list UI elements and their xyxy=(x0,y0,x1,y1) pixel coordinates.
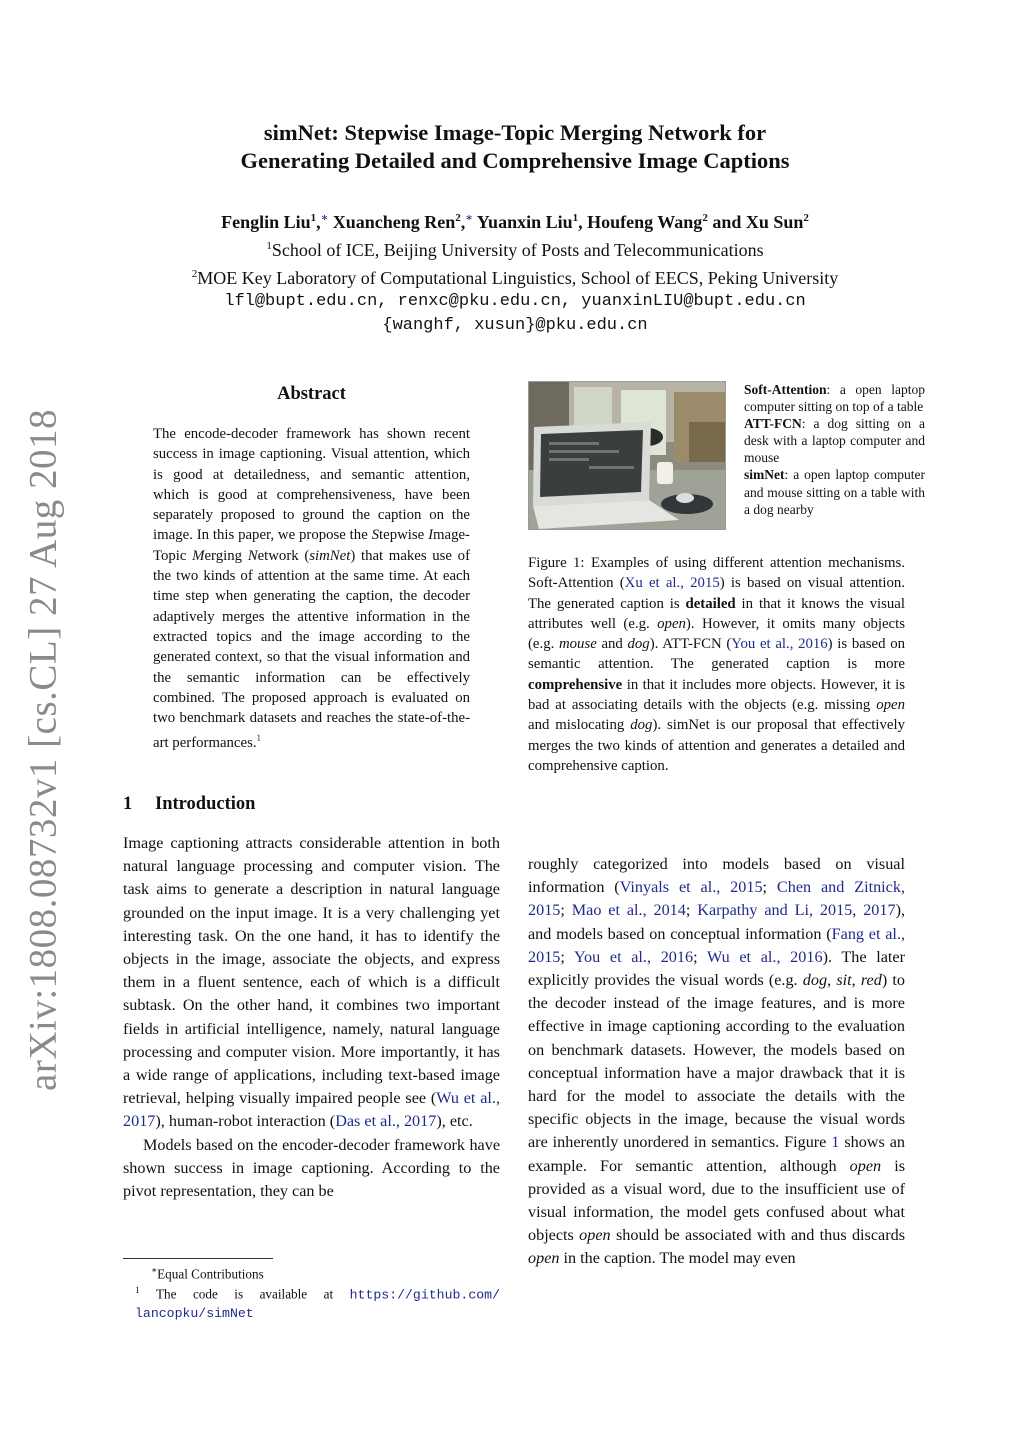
author-separator: , xyxy=(316,212,321,232)
generated-caption: : a open laptop computer and mouse sitting on a table with a dog nearby xyxy=(744,467,925,517)
author-5-affiliation: 2 xyxy=(803,212,809,224)
paragraph-text: in the caption. The model may even xyxy=(559,1249,796,1268)
citation-link[interactable]: Vinyals et al., 2015 xyxy=(619,878,763,897)
figure-1-photo xyxy=(528,381,726,530)
title-line-2: Generating Detailed and Comprehensive Image Captions xyxy=(240,148,790,173)
author-2: Xuancheng Ren xyxy=(328,212,456,232)
emphasis: open xyxy=(657,615,686,632)
arxiv-identifier-stamp xyxy=(16,409,70,1091)
author-separator: , xyxy=(460,212,466,232)
author-1-affiliation: 1 xyxy=(310,212,317,224)
emphasis: open xyxy=(528,1249,560,1268)
caption-text: Figure 1: Examples of using different attention mechanisms. Soft-Attention ( xyxy=(528,555,905,592)
figure-reference-link[interactable]: 1 xyxy=(831,1133,840,1152)
emphasis: dog xyxy=(630,717,653,734)
paragraph-text: ). The later explicitly provides the visual words (e.g. xyxy=(528,947,905,990)
footnote-text: Equal Contributions xyxy=(157,1266,264,1282)
figure-1-generated-captions xyxy=(744,381,925,518)
separator: , xyxy=(827,971,837,990)
introduction-text xyxy=(123,832,500,1203)
paragraph-text: ), etc. xyxy=(436,1112,473,1131)
section-heading-introduction xyxy=(123,794,255,815)
footnote-code-availability xyxy=(123,1282,500,1321)
author-emails-line-2: {wanghf, xusun}@pku.edu.cn xyxy=(382,316,648,335)
equal-contribution-mark[interactable]: ∗ xyxy=(465,212,473,224)
caption-text: ). However, it omits many objects (e.g. xyxy=(528,615,905,653)
separator: ; xyxy=(762,878,777,897)
separator: ; xyxy=(560,947,574,966)
emphasis: dog xyxy=(627,636,650,653)
generated-caption: : a dog sitting on a desk with a laptop computer and mouse xyxy=(744,416,925,466)
laptop-dog-photo-illustration xyxy=(529,382,725,529)
separator: , xyxy=(852,901,864,920)
equal-contribution-mark[interactable]: ∗ xyxy=(320,212,329,224)
author-3-affiliation: 1 xyxy=(572,212,579,224)
intro-paragraph-1 xyxy=(123,832,500,1134)
right-column-text xyxy=(528,853,905,1271)
abstract-word: erging xyxy=(204,547,248,564)
caption-text: ). simNet is our proposal that effectively merges the two kinds of attention and generates a detailed and comprehensive caption. xyxy=(528,717,905,774)
affiliation-2 xyxy=(120,262,910,290)
code-url-link[interactable]: https://github.com/ xyxy=(349,1287,500,1303)
abstract-word: tepwise xyxy=(379,527,429,544)
affiliation-1 xyxy=(120,234,910,262)
paragraph-text: shows an example. For semantic attention, although xyxy=(528,1133,905,1175)
paragraph-text: is provided as a visual word, due to the insufficient use of visual information, the model gets confused about what objects xyxy=(528,1156,905,1245)
figure-1-caption xyxy=(528,553,905,776)
acronym-letter: M xyxy=(192,547,205,564)
emphasis: comprehensive xyxy=(528,676,623,693)
caption-text: ). ATT-FCN ( xyxy=(649,636,732,653)
arxiv-identifier-text: arXiv:1808.08732v1 [cs.CL] 27 Aug 2018 xyxy=(21,409,65,1091)
separator: ; xyxy=(560,901,572,920)
paragraph-text: ) to the decoder instead of the image features, and is more effective in image captioning according to the evaluation on benchmark datasets. However, the models based on conceptual information have a major drawback that it is hard for the model to associate the details with the specific objects in the image, because the visual words are inherently unordered in semantics. Figure xyxy=(528,971,905,1152)
paragraph-text: ), and models based on conceptual information ( xyxy=(528,901,906,943)
abstract-word: mage-Topic xyxy=(153,527,470,564)
author-4: , Houfeng Wang xyxy=(578,212,703,232)
affiliation-2-mark: 2 xyxy=(191,268,198,280)
footnote-1-link[interactable]: 1 xyxy=(256,733,262,744)
separator: , xyxy=(851,971,861,990)
abstract-word: etwork ( xyxy=(257,547,310,564)
paragraph-text: Image captioning attracts considerable attention in both natural language processing and computer vision. The task aims to generate a description in natural language grounded on the input image. It is a very challenging yet interesting task. On the one hand, it has to identify the objects in the image, associate the objects, and express them in a fluent sentence, each of which is a difficult subtask. On the other hand, it combines two important fields in artificial intelligence, namely, natural language processing and computer vision. More importantly, it has a wide range of applications, including text-based image retrieval, helping visually impaired people see ( xyxy=(123,834,500,1108)
affiliation-2-text: MOE Key Laboratory of Computational Linguistics, School of EECS, Peking University xyxy=(197,268,839,288)
footnote-divider xyxy=(123,1258,273,1259)
emphasis: sit xyxy=(836,971,852,990)
citation-link[interactable]: Das et al., 2017 xyxy=(335,1112,437,1131)
abstract-part-1: The encode-decoder framework has shown recent success in image captioning. Visual attention, which is good at detailedness, and semantic attention, which is good at comprehensiveness, have been separately proposed to ground the caption on the image. In this paper, we propose the xyxy=(153,426,470,544)
soft-attention-caption xyxy=(744,381,925,415)
affiliation-1-mark: 1 xyxy=(266,240,272,252)
caption-text: and mislocating xyxy=(528,717,631,734)
citation-link[interactable]: Wu et al., 2016 xyxy=(706,947,823,966)
citation-link[interactable]: Chen and Zitnick, 2015 xyxy=(528,878,906,920)
paragraph-text: roughly categorized into models based on visual information ( xyxy=(528,855,905,897)
model-label: Soft-Attention xyxy=(744,382,827,397)
abstract-heading: Abstract xyxy=(277,384,346,404)
intro-paragraph-2: Models based on the encoder-decoder framework have shown success in image captioning. According to the pivot representation, they can be xyxy=(123,1135,500,1201)
author-emails-line-1: lfl@bupt.edu.cn, renxc@pku.edu.cn, yuanxinLIU@bupt.edu.cn xyxy=(224,292,806,311)
model-name: simNet xyxy=(309,547,351,564)
abstract-text xyxy=(153,424,470,754)
citation-link[interactable]: Xu et al., 2015 xyxy=(624,575,720,592)
paper-title xyxy=(140,119,890,175)
emphasis: open xyxy=(876,697,905,714)
citation-link[interactable]: Fang et al., 2015 xyxy=(528,924,905,966)
caption-text: in that it includes more objects. However, it is bad at associating details with the objects (e.g. missing xyxy=(528,676,905,714)
author-block xyxy=(120,206,910,338)
citation-link[interactable]: You et al., 2016 xyxy=(731,636,828,653)
title-line-1: simNet: Stepwise Image-Topic Merging Network for xyxy=(263,120,767,145)
author-1: Fenglin Liu xyxy=(221,212,311,232)
footnotes xyxy=(123,1262,500,1322)
footnote-mark: 1 xyxy=(135,1285,140,1296)
author-3: Yuanxin Liu xyxy=(472,212,573,232)
model-label: simNet xyxy=(744,467,785,483)
affiliation-1-text: School of ICE, Beijing University of Posts and Telecommunications xyxy=(271,240,764,260)
emphasis: red xyxy=(860,971,882,990)
footnote-equal-contribution xyxy=(123,1262,500,1282)
generated-caption: : a open laptop computer sitting on top of a table xyxy=(744,382,925,415)
caption-text: ) is based on visual attention. The generated caption is xyxy=(528,575,905,612)
author-names xyxy=(120,206,910,234)
emphasis: open xyxy=(579,1226,611,1245)
code-url-link[interactable]: lancopku/simNet xyxy=(135,1305,254,1321)
author-4-affiliation: 2 xyxy=(702,212,708,224)
caption-text: in that it knows the visual attributes well (e.g. xyxy=(528,595,905,632)
citation-link[interactable]: Wu et al., 2017 xyxy=(123,1089,500,1131)
abstract-part-2: ) that makes use of the two kinds of attention at the same time. At each time step when generating the caption, the decoder adaptively merges the attentive information in the extracted topics and the image according to the generated context, so that the visual information and the semantic information can be effectively combined. The proposed approach is evaluated on two benchmark datasets and reaches the state-of-the-art performances. xyxy=(153,547,470,752)
author-5: and Xu Sun xyxy=(707,212,804,232)
simnet-caption xyxy=(744,466,925,517)
citation-link[interactable]: Mao et al., 2014 xyxy=(571,901,686,920)
section-number: 1 xyxy=(123,794,133,814)
caption-text: and xyxy=(596,636,628,653)
emphasis: open xyxy=(849,1156,882,1175)
paragraph-text: ), human-robot interaction ( xyxy=(155,1112,336,1131)
acronym-letter: S xyxy=(371,527,380,544)
citation-link[interactable]: Karpathy and Li, 2015 xyxy=(697,901,853,920)
footnote-mark: ∗ xyxy=(151,1265,158,1275)
separator: ; xyxy=(685,901,698,920)
author-2-affiliation: 2 xyxy=(455,212,461,224)
footnote-text: The code is available at xyxy=(155,1286,350,1302)
acronym-letter: I xyxy=(428,527,433,544)
model-label: ATT-FCN xyxy=(744,416,802,432)
section-title: Introduction xyxy=(155,794,256,814)
acronym-letter: N xyxy=(247,547,258,564)
emphasis: detailed xyxy=(685,595,736,612)
right-paragraph xyxy=(528,853,905,1271)
separator: ; xyxy=(693,947,707,966)
caption-text: ) is based on semantic attention. The generated caption is more xyxy=(528,636,905,673)
paragraph-text: should be associated with and thus discards xyxy=(610,1226,905,1245)
citation-link[interactable]: You et al., 2016 xyxy=(573,947,694,966)
citation-link[interactable]: 2017 xyxy=(863,901,896,920)
emphasis: mouse xyxy=(558,636,597,653)
att-fcn-caption xyxy=(744,415,925,466)
emphasis: dog xyxy=(802,971,828,990)
